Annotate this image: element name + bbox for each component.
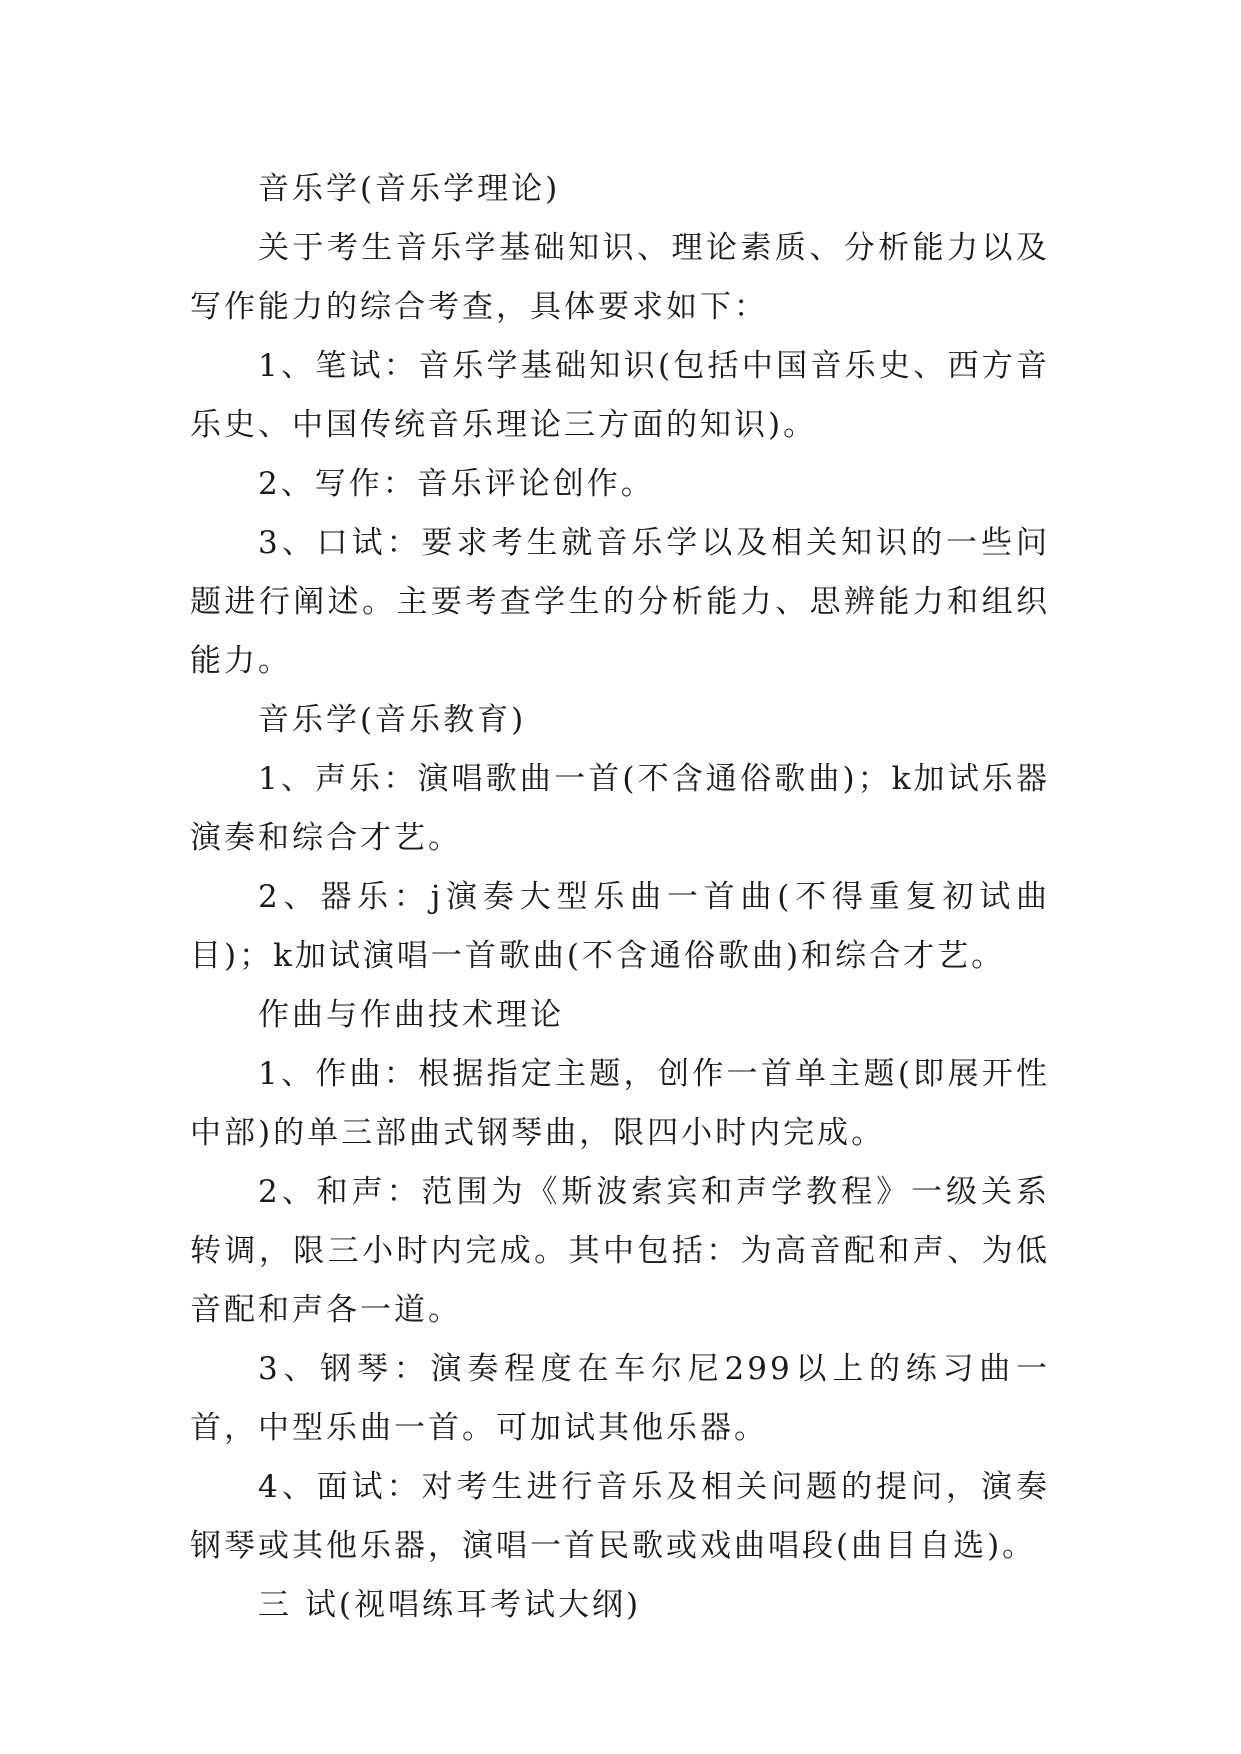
section-heading-composition: 作曲与作曲技术理论: [258, 997, 564, 1033]
section-heading-music-theory: 音乐学(音乐学理论): [258, 171, 561, 207]
list-item-interview: 4、面试：对考生进行音乐及相关问题的提问，演奏钢琴或其他乐器，演唱一首民歌或戏曲唱段(曲目自选)。: [190, 1469, 1050, 1564]
list-item-piano: 3、钢琴：演奏程度在车尔尼299以上的练习曲一首，中型乐曲一首。可加试其他乐器。: [190, 1351, 1050, 1446]
list-item-instrumental: 2、器乐：j演奏大型乐曲一首曲(不得重复初试曲目)；k加试演唱一首歌曲(不含通俗歌曲)和综合才艺。: [190, 879, 1050, 974]
document-body: [190, 160, 1050, 1635]
list-item-written-exam: 1、笔试：音乐学基础知识(包括中国音乐史、西方音乐史、中国传统音乐理论三方面的知识)。: [190, 348, 1050, 443]
intro-paragraph: 关于考生音乐学基础知识、理论素质、分析能力以及写作能力的综合考查，具体要求如下：: [190, 230, 1050, 325]
section-heading-third-exam: 三 试(视唱练耳考试大纲): [258, 1587, 642, 1623]
list-item-vocal: 1、声乐：演唱歌曲一首(不含通俗歌曲)；k加试乐器演奏和综合才艺。: [190, 761, 1050, 856]
list-item-harmony: 2、和声：范围为《斯波索宾和声学教程》一级关系转调，限三小时内完成。其中包括：为高音配和声、为低音配和声各一道。: [190, 1174, 1050, 1328]
list-item-oral-exam: 3、口试：要求考生就音乐学以及相关知识的一些问题进行阐述。主要考查学生的分析能力、思辨能力和组织能力。: [190, 525, 1050, 679]
section-heading-music-education: 音乐学(音乐教育): [258, 702, 527, 738]
list-item-writing: 2、写作：音乐评论创作。: [258, 466, 655, 502]
list-item-composition: 1、作曲：根据指定主题，创作一首单主题(即展开性中部)的单三部曲式钢琴曲，限四小时内完成。: [190, 1056, 1050, 1151]
